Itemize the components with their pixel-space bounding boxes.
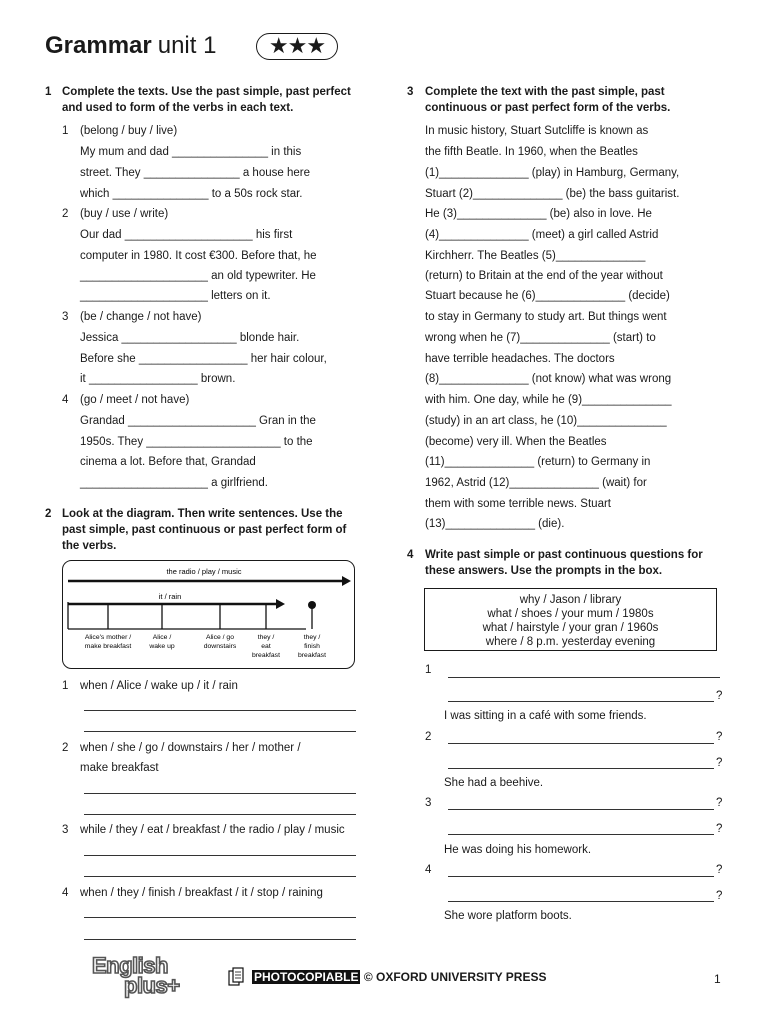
q3-line-16: (become) very ill. When the Beatles <box>425 436 607 448</box>
q1-item4-line2: Grandad ____________________ Gran in the <box>80 415 316 427</box>
q3-line-20: (13)______________ (die). <box>425 518 565 530</box>
q1-item2-number: 2 <box>62 208 69 220</box>
q3-line-13: (8)______________ (not know) what was wrong <box>425 373 672 385</box>
q1-item1-line1: (belong / buy / live) <box>80 125 178 137</box>
q2-item4-answer-line2[interactable] <box>84 939 356 940</box>
q3-line-5: He (3)______________ (be) also in love. He <box>425 208 652 220</box>
q1-item1-line2: My mum and dad _______________ in this <box>80 146 302 158</box>
q1-item2-line4: ____________________ an old typewriter. He <box>80 270 316 282</box>
q2-item1-prompt: when / Alice / wake up / it / rain <box>80 680 238 692</box>
q1-item3-number: 3 <box>62 311 69 323</box>
q3-line-4: Stuart (2)______________ (be) the bass guitarist. <box>425 188 680 200</box>
q3-line-17: (11)______________ (return) to Germany in <box>425 456 651 468</box>
page-title <box>45 32 216 60</box>
q1-item4-line5: ____________________ a girlfriend. <box>80 477 268 489</box>
q4-prompt-3: what / hairstyle / your gran / 1960s <box>482 622 659 634</box>
english-plus-logo <box>92 953 180 998</box>
q1-item3-line4: it _________________ brown. <box>80 373 236 385</box>
q4-item3-question-line2[interactable] <box>448 834 714 835</box>
q4-item3-qmark2: ? <box>716 823 723 835</box>
q4-item4-question-line1[interactable] <box>448 876 714 877</box>
photocopiable-label: PHOTOCOPIABLE <box>254 970 359 984</box>
q2-instruction: Look at the diagram. Then write sentences. Use the past simple, past continuous or past perfect form of the verbs. <box>62 508 347 552</box>
q1-number: 1 <box>45 86 52 98</box>
timeline-diagram <box>62 560 356 670</box>
q2-item2-answer-line2[interactable] <box>84 814 356 815</box>
diag-label-3a: Alice / go <box>206 634 234 641</box>
rain-arrow-head <box>276 599 285 609</box>
q2-item1-answer-line2[interactable] <box>84 731 356 732</box>
rain-arrow-label: it / rain <box>158 592 182 601</box>
q4-item2-question-line2[interactable] <box>448 768 714 769</box>
q2-item4-prompt: when / they / finish / breakfast / it / stop / raining <box>80 887 323 899</box>
q4-item1-question-line1[interactable] <box>448 677 720 678</box>
q1-item1-line4: which _______________ to a 50s rock star. <box>80 188 303 200</box>
q3-line-2: the fifth Beatle. In 1960, when the Beatles <box>425 146 638 158</box>
diag-label-2b: wake up <box>149 643 175 650</box>
q4-item4-qmark1: ? <box>716 864 723 876</box>
q4-item4-answer: She wore platform boots. <box>444 910 572 922</box>
q4-item1-qmark2: ? <box>716 690 723 702</box>
q2-item1-answer-line1[interactable] <box>84 710 356 711</box>
q4-item3-qmark1: ? <box>716 797 723 809</box>
q4-instruction: Write past simple or past continuous questions for these answers. Use the prompts in the box. <box>425 549 703 577</box>
q4-item4-question-line2[interactable] <box>448 901 714 902</box>
q3-line-10: to stay in Germany to study art. But things went <box>425 311 667 323</box>
q2-item3-answer-line1[interactable] <box>84 855 356 856</box>
copyright-text: © OXFORD UNIVERSITY PRESS <box>363 970 547 984</box>
q3-line-7: Kirchherr. The Beatles (5)______________ <box>425 250 646 262</box>
copyright-notice <box>252 970 546 984</box>
q4-item2-qmark1: ? <box>716 731 723 743</box>
q4-item2-number: 2 <box>425 731 432 743</box>
q4-item3-number: 3 <box>425 797 432 809</box>
difficulty-stars-badge: ★★★ <box>256 33 338 60</box>
q1-item2-line1: (buy / use / write) <box>80 208 169 220</box>
q3-line-18: 1962, Astrid (12)______________ (wait) for <box>425 477 647 489</box>
q4-number: 4 <box>407 549 414 561</box>
q4-item2-qmark2: ? <box>716 757 723 769</box>
q1-item4-line3: 1950s. They _____________________ to the <box>80 436 313 448</box>
q3-line-6: (4)______________ (meet) a girl called Astrid <box>425 229 659 241</box>
q2-item2-prompt2: make breakfast <box>80 762 159 774</box>
q1-item2-line2: Our dad ____________________ his first <box>80 229 293 241</box>
diag-label-2a: Alice / <box>152 634 172 641</box>
q1-item4-line4: cinema a lot. Before that, Grandad <box>80 456 256 468</box>
q1-item4-number: 4 <box>62 394 69 406</box>
q2-item2-answer-line1[interactable] <box>84 793 356 794</box>
q3-line-3: (1)______________ (play) in Hamburg, Germany, <box>425 167 680 179</box>
q4-item1-question-line2[interactable] <box>448 701 714 702</box>
q4-item1-answer: I was sitting in a café with some friends. <box>444 710 647 722</box>
q1-instruction: Complete the texts. Use the past simple, past perfect and used to form of the verbs in each text. <box>62 86 351 114</box>
diag-label-1a: Alice's mother / <box>84 634 132 641</box>
photocopy-icon <box>228 967 244 987</box>
title-grammar: Grammar <box>45 32 152 59</box>
q4-prompt-2: what / shoes / your mum / 1980s <box>487 608 654 620</box>
radio-arrow-label: the radio / play / music <box>166 567 242 576</box>
q1-item4-line1: (go / meet / not have) <box>80 394 190 406</box>
q2-number: 2 <box>45 508 52 520</box>
q4-item3-question-line1[interactable] <box>448 809 714 810</box>
diag-label-5a: they / <box>303 634 321 641</box>
q4-item2-question-line1[interactable] <box>448 743 714 744</box>
q4-item1-number: 1 <box>425 664 432 676</box>
q3-line-8: (return) to Britain at the end of the year without <box>425 270 663 282</box>
diag-label-4b: eat <box>261 643 271 650</box>
q2-item2-number: 2 <box>62 742 69 754</box>
q1-item2-line5: ____________________ letters on it. <box>80 290 271 302</box>
q2-item3-prompt: while / they / eat / breakfast / the radio / play / music <box>80 824 345 836</box>
q2-item4-answer-line1[interactable] <box>84 917 356 918</box>
q3-line-9: Stuart because he (6)______________ (decide) <box>425 290 670 302</box>
q3-instruction: Complete the text with the past simple, past continuous or past perfect form of the verbs. <box>425 86 671 114</box>
q2-item2-prompt1: when / she / go / downstairs / her / mother / <box>80 742 301 754</box>
diag-label-4a: they / <box>257 634 275 641</box>
q3-line-15: (study) in an art class, he (10)______________ <box>425 415 667 427</box>
logo-line-plus: plus <box>124 973 168 998</box>
logo-line-english: English <box>92 953 168 978</box>
page-number: 1 <box>714 972 721 986</box>
q1-item1-line3: street. They _______________ a house here <box>80 167 310 179</box>
logo-plus-sign: + <box>167 973 180 998</box>
radio-arrow-head <box>342 576 351 586</box>
title-unit: unit 1 <box>157 32 217 59</box>
finish-dot <box>308 601 316 609</box>
q3-line-14: with him. One day, while he (9)______________ <box>425 394 672 406</box>
q3-line-19: them with some terrible news. Stuart <box>425 498 611 510</box>
q1-item1-number: 1 <box>62 125 69 137</box>
q3-line-11: wrong when he (7)______________ (start) to <box>425 332 656 344</box>
q1-item3-line3: Before she _________________ her hair colour, <box>80 353 327 365</box>
diag-label-3b: downstairs <box>203 643 237 650</box>
q2-item3-number: 3 <box>62 824 69 836</box>
q3-line-12: have terrible headaches. The doctors <box>425 353 615 365</box>
q2-item1-number: 1 <box>62 680 69 692</box>
q3-line-1: In music history, Stuart Sutcliffe is known as <box>425 125 649 137</box>
q4-prompt-box <box>424 588 717 651</box>
q1-item3-line2: Jessica __________________ blonde hair. <box>80 332 300 344</box>
q1-item2-line3: computer in 1980. It cost €300. Before that, he <box>80 250 317 262</box>
q2-item4-number: 4 <box>62 887 69 899</box>
q4-item3-answer: He was doing his homework. <box>444 844 592 856</box>
diag-label-5b: finish <box>304 643 320 650</box>
diag-label-5c: breakfast <box>298 652 326 659</box>
q2-item3-answer-line2[interactable] <box>84 876 356 877</box>
q4-item4-qmark2: ? <box>716 890 723 902</box>
q3-number: 3 <box>407 86 414 98</box>
q4-prompt-1: why / Jason / library <box>519 594 622 606</box>
q4-prompt-4: where / 8 p.m. yesterday evening <box>485 636 656 648</box>
diag-label-4c: breakfast <box>252 652 280 659</box>
q4-item4-number: 4 <box>425 864 432 876</box>
q4-item2-answer: She had a beehive. <box>444 777 544 789</box>
q1-item3-line1: (be / change / not have) <box>80 311 202 323</box>
diag-label-1b: make breakfast <box>84 643 132 650</box>
